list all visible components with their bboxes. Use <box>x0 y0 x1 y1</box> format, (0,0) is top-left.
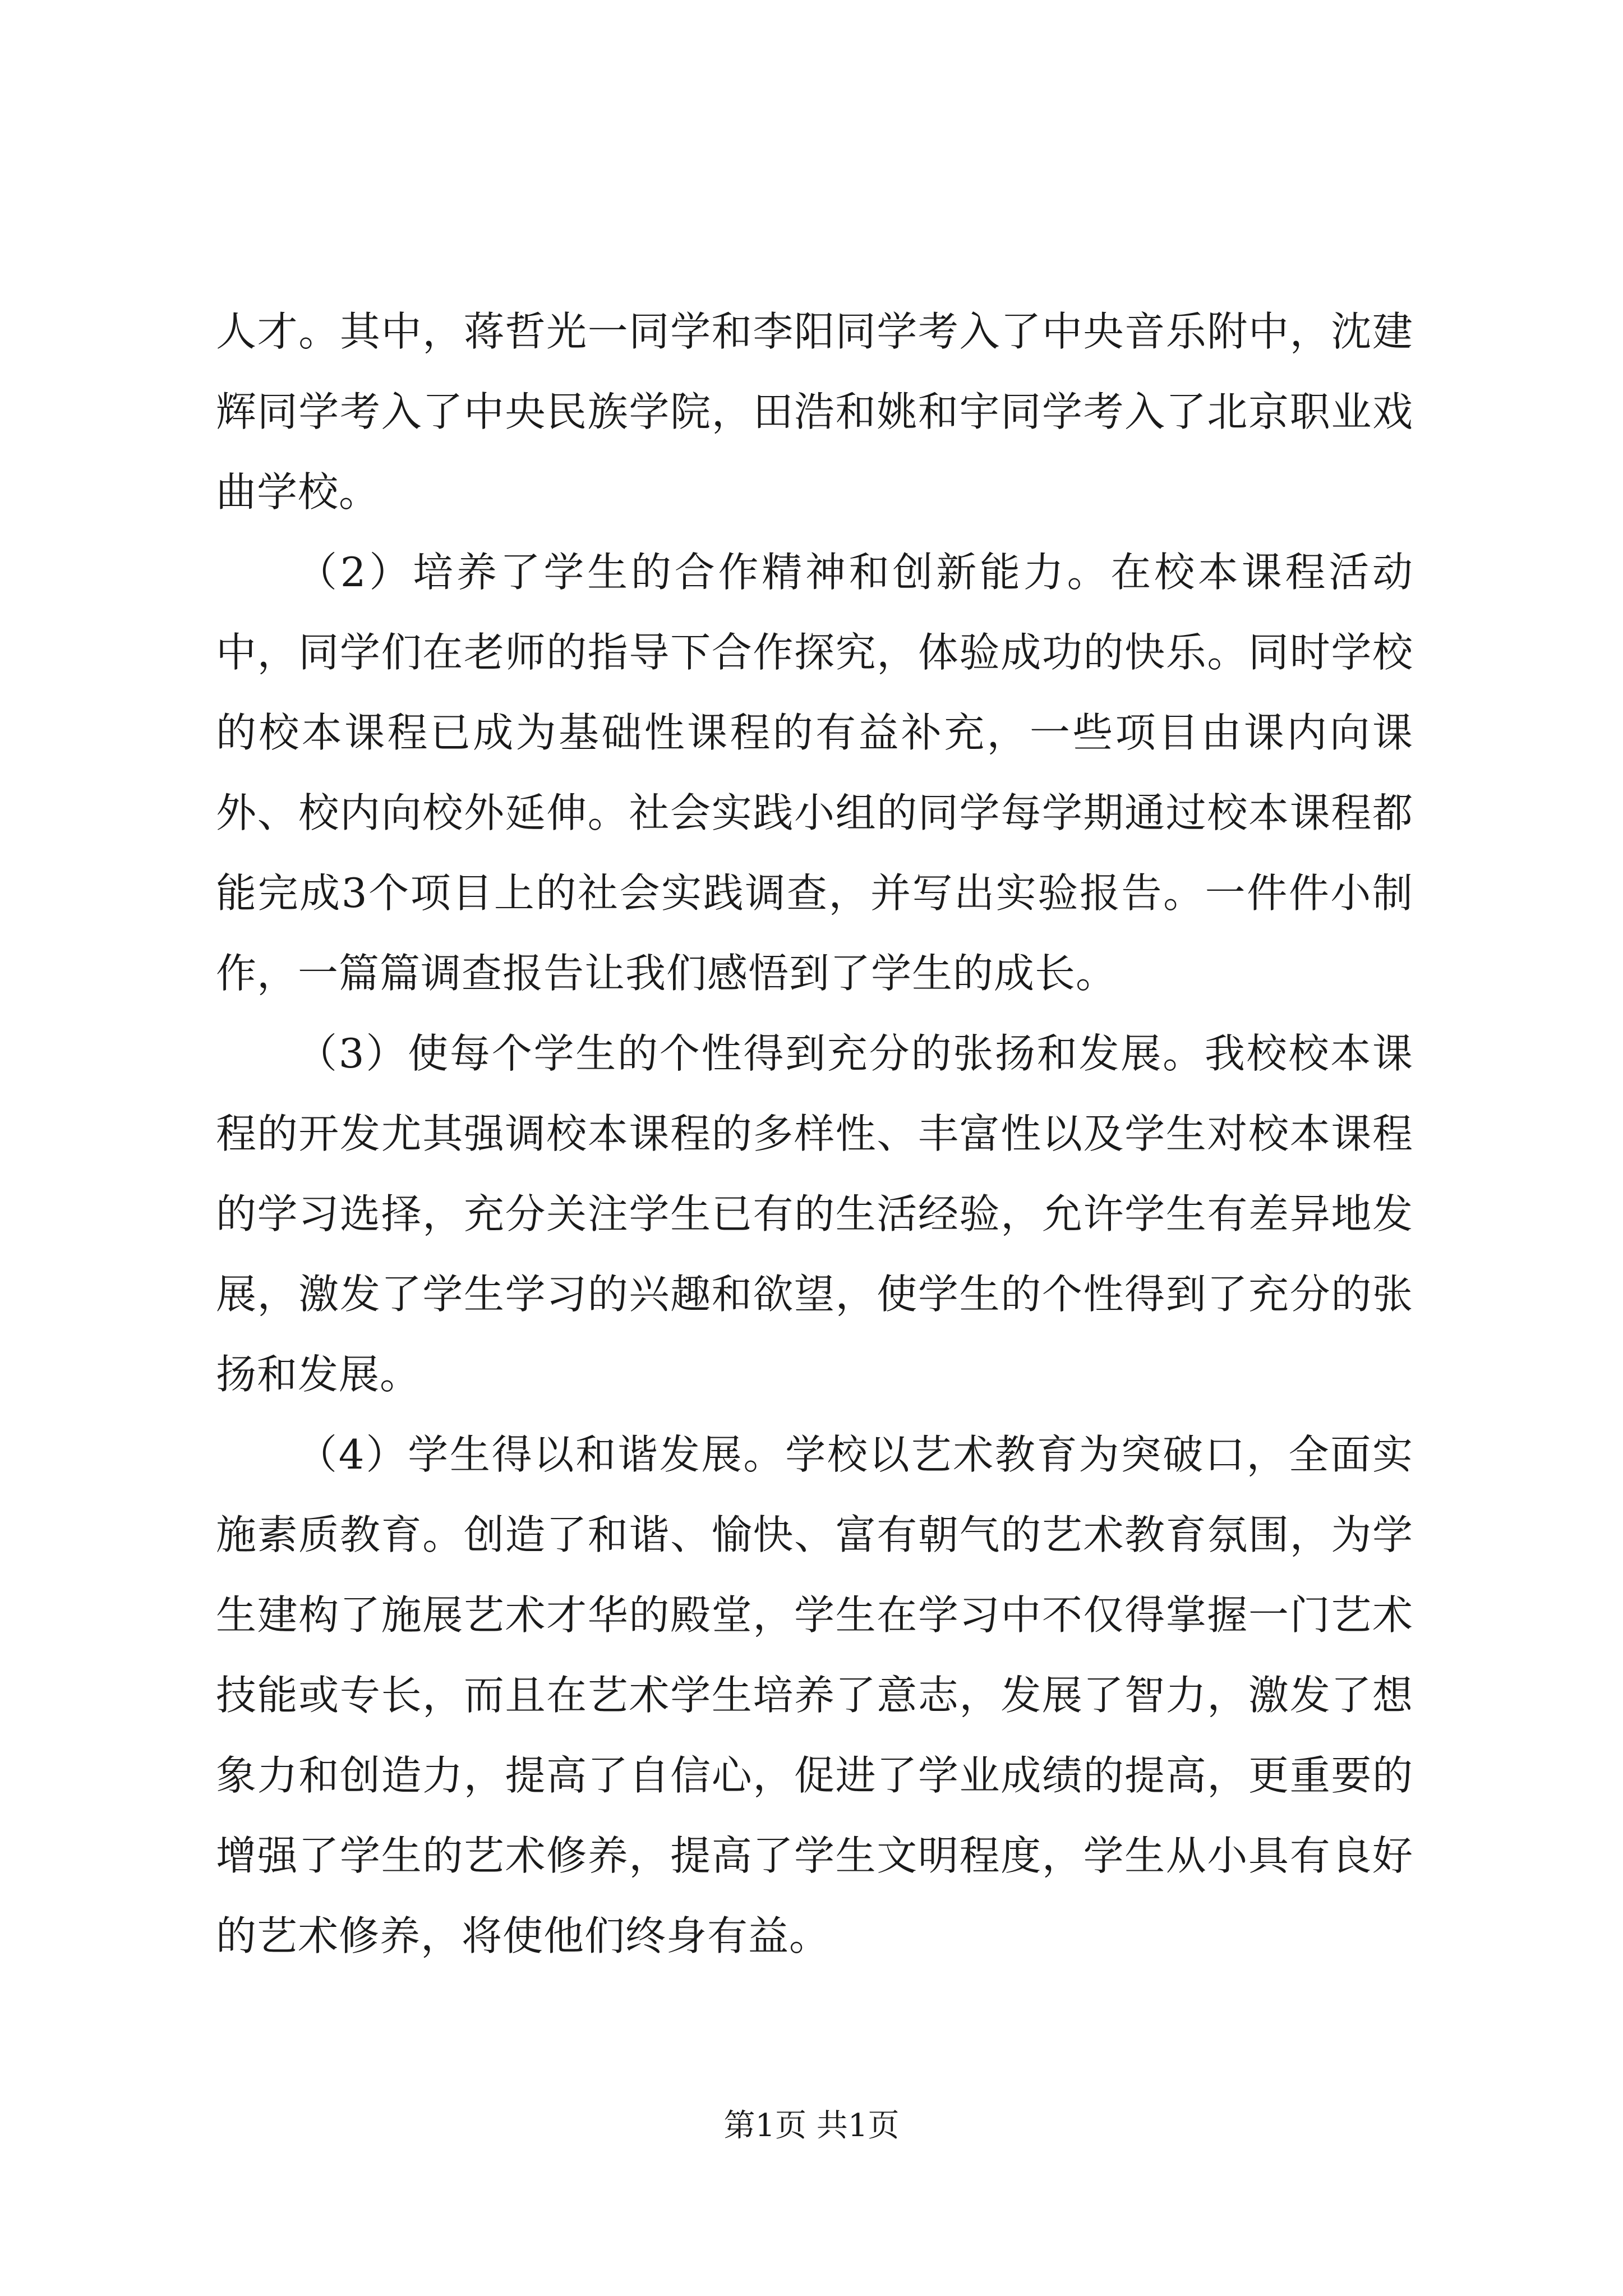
paragraph-continuation: 人才。其中，蒋哲光一同学和李阳同学考入了中央音乐附中，沈建辉同学考入了中央民族学院，田浩和姚和宇同学考入了北京职业戏曲学校。 <box>216 308 1413 516</box>
paragraph-personality-development: （3）使每个学生的个性得到充分的张扬和发展。我校校本课程的开发尤其强调校本课程的多样性、丰富性以及学生对校本课程的学习选择，充分关注学生已有的生活经验，允许学生有差异地发展，激发了学生学习的兴趣和欲望，使学生的个性得到了充分的张扬和发展。 <box>216 1030 1413 1398</box>
page-number-footer: 第1页 共1页 <box>723 2108 900 2144</box>
paragraph-harmonious-development: （4）学生得以和谐发展。学校以艺术教育为突破口，全面实施素质教育。创造了和谐、愉快、富有朝气的艺术教育氛围，为学生建构了施展艺术才华的殿堂，学生在学习中不仅得掌握一门艺术技能或专长，而且在艺术学生培养了意志，发展了智力，激发了想象力和创造力，提高了自信心，促进了学业成绩的提高，更重要的增强了学生的艺术修养，提高了学生文明程度，学生从小具有良好的艺术修养，将使他们终身有益。 <box>216 1431 1413 1959</box>
paragraph-cooperation-innovation: （2）培养了学生的合作精神和创新能力。在校本课程活动中，同学们在老师的指导下合作探究，体验成功的快乐。同时学校的校本课程已成为基础性课程的有益补充，一些项目由课内向课外、校内向校外延伸。社会实践小组的同学每学期通过校本课程都能完成3个项目上的社会实践调查，并写出实验报告。一件件小制作，一篇篇调查报告让我们感悟到了学生的成长。 <box>216 549 1413 997</box>
document-body <box>216 292 1413 1976</box>
